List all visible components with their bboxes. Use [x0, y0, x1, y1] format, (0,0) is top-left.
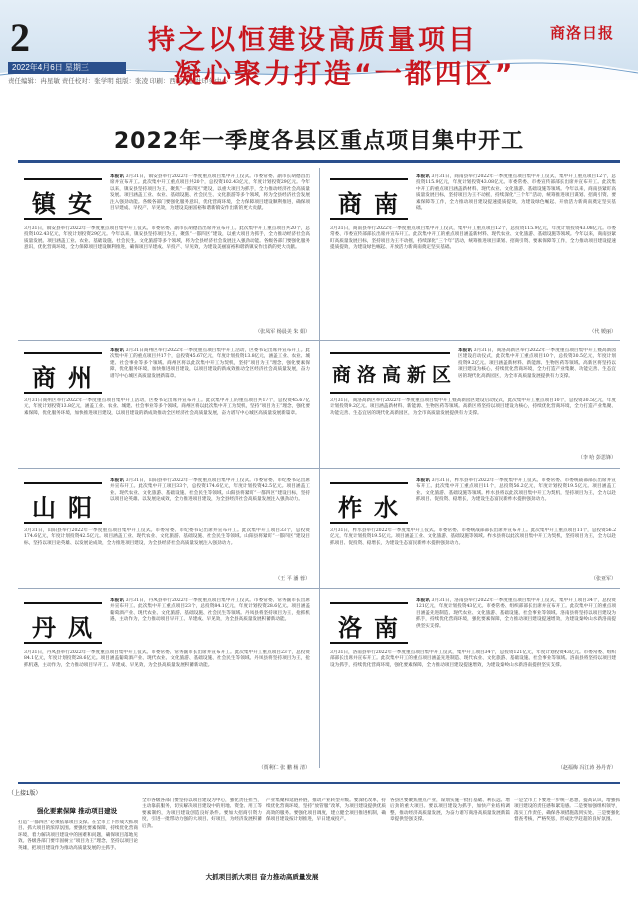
article-text-danfeng — [110, 598, 310, 640]
article-body-cont: 3月31日，山阳县举行2022年一季度重点项目集中开工仪式。市委常委、市纪委书记出席并宣布开工。此次集中开工项目33个，总投资174.6亿元，年度计划投资42.5亿元。项目涵盖工业、现代农业、文化旅游、基础设施、社会民生等领域。山阳县将紧盯“一都四区”建设目标，坚持以项目论英雄、以发展论成效，全力推进项目建设，为全县经济社会高质量发展注入强劲动力。 — [24, 528, 310, 546]
article-lead: 本报讯 — [110, 174, 125, 179]
continued-label: （上接1版） — [8, 791, 42, 797]
article-body: 3月31日，镇安县举行2022年一季度重点项目集中开工仪式。市委常委、副市长胡德昌出席并宣布开工。此次集中开工重点项目共20个，总投资102.43亿元，年度计划投资29亿元。今年以来，镇安县坚持项目为王，聚焦“一都四区”建设，以重大项目为抓手，全力推动经济社会高质量发展。项目涵盖工业、农业、基础设施、社会民生、文化旅游等多个领域，将为全县经济社会发展注入强劲动能。各级各部门要强化服务意识，优化营商环境，全力保障项目建设顺利推进，确保项目早建成、早投产、早见效，为建设美丽富裕和谐新镇安作出新的更大贡献。 — [110, 174, 310, 212]
title-rule-top — [330, 178, 408, 180]
article-body: 3月31日，商洛高新区举行2022年一季度重点项目集中开工暨高新园区建设启动仪式，此次集中开工重点项目10个，总投资30.5亿元，年度计划投资9.2亿元。项目涵盖新材料、新能源、生物医药等领域。高新区将坚持以项目建设为核心，持续优化营商环境，全力打造产业集聚、功能完善、生态宜居的现代化高新园区，为全市高质量发展提供有力支撑。 — [458, 348, 616, 379]
page-headline: 2022年一季度各县区重点项目集中开工 — [113, 129, 525, 154]
title-rule-bottom — [24, 218, 102, 220]
article-body-cont: 3月31日，商南县举行2022年一季度重点项目集中开工仪式，集中开工重点项目12个，总投资115.9亿元，年度计划投资43.08亿元。市委常委、市委宣传部部长出席并宣布开工。此次集中开工的重点项目涵盖新材料、现代农业、文化旅游、基础设施等领域。今年以来，商南县紧盯高质量发展目标，坚持项目为王不动摇，持续深化“三个年”活动，统筹推进项目谋划、招商引资、要素保障等工作，全力推动项目建设提速提质提效，为建设绿色崛起、开放活力新商南奠定坚实基础。 — [330, 226, 616, 251]
article-body: 3月31日，洛南县举行2022年一季度重点项目集中开工仪式，集中开工项目34个，总投资121亿元，年度计划投资43亿元。市委常委、组织部部长出席并宣布开工。此次集中开工的重点项目涵盖先进制造、现代农业、文化旅游、基础设施、社会事业等领域。洛南县将坚持以项目建设为抓手，持续优化营商环境，强化要素保障，全力推动项目建设提速增效，为建设秦岭山水新洛南提供坚实支撑。 — [416, 598, 616, 629]
title-rule-top — [24, 482, 102, 484]
article-lead: 本报讯 — [110, 598, 125, 603]
county-title-shangnan: 商南 — [338, 189, 410, 218]
title-rule-bottom — [24, 392, 102, 394]
article-body: 3月31日，丹凤县举行2022年一季度重点项目集中开工仪式。市委常委、常务副市长出席并宣布开工。此次集中开工重点项目23个，总投资84.1亿元，年度计划投资28.6亿元。项目涵盖葡萄酒产业、现代农业、文化旅游、基础设施、社会民生等领域。丹凤县将坚持项目为王，抢抓机遇，主动作为，全力推动项目早开工、早建成、早见效，为全县高质量发展积蓄新动能。 — [110, 598, 310, 623]
article-credit-gaoxinqu: （李 哈 彭思锋） — [577, 455, 616, 461]
county-title-zhashui: 柞水 — [338, 493, 410, 522]
county-block-luonan — [324, 592, 620, 776]
headline-rule — [18, 160, 620, 163]
article-text-zhenan-cont — [24, 226, 310, 326]
article-body: 3月31日，商南县举行2022年一季度重点项目集中开工仪式，集中开工重点项目12个，总投资115.9亿元，年度计划投资43.08亿元。市委常委、市委宣传部部长出席并宣布开工。此次集中开工的重点项目涵盖新材料、现代农业、文化旅游、基础设施等领域。今年以来，商南县紧盯高质量发展目标，坚持项目为王不动摇，持续深化“三个年”活动，统筹推进项目谋划、招商引资、要素保障等工作，全力推动项目建设提速提质提效，为建设绿色崛起、开放活力新商南奠定坚实基础。 — [416, 174, 616, 212]
page-number: 2 — [10, 15, 30, 60]
article-text-danfeng-cont — [24, 650, 310, 762]
article-text-gaoxinqu-cont — [330, 398, 616, 454]
county-block-zhenan — [18, 168, 314, 338]
article-body-cont: 3月31日，丹凤县举行2022年一季度重点项目集中开工仪式。市委常委、常务副市长出席并宣布开工。此次集中开工重点项目23个，总投资84.1亿元，年度计划投资28.6亿元。项目涵盖葡萄酒产业、现代农业、文化旅游、基础设施、社会民生等领域。丹凤县将坚持项目为王，抢抓机遇，主动作为，全力推动项目早开工、早建成、早见效，为全县高质量发展积蓄新动能。 — [24, 650, 310, 668]
article-lead: 本报讯 — [416, 174, 430, 179]
title-rule-top — [330, 352, 450, 354]
county-block-shanyang — [18, 472, 314, 584]
county-title-danfeng: 丹凤 — [32, 613, 104, 642]
county-title-gaoxinqu: 商洛高新区 — [332, 364, 458, 386]
article-body: 3月31日，柞水县举行2022年一季度集中开工仪式。市委常委、市委统战部部长出席并宣布开工。此次集中开工重点项目11个，总投资56.2亿元，年度计划投资19.5亿元。项目涵盖工业、文化旅游、基础设施等领域。柞水县将以此次项目集中开工为契机，坚持项目为王，全力以赴抓项目、促投资、稳增长，为建设生态富民新柞水提供强劲动力。 — [416, 478, 616, 503]
article-lead: 本报讯 — [416, 598, 430, 603]
article-text-shangzhou — [110, 348, 310, 390]
slogan-line-1: 持之以恒建设高质量项目 — [148, 25, 478, 56]
bottom-column-4: 各县区要聚焦重点产业，谋划实施一批打基础、利长远、增后劲的重大项目。要以项目建设为抓手，加快产业结构调整，推动经济高质量发展，为奋力谱写商洛高质量发展新篇章提供坚强支撑。 — [390, 798, 510, 823]
bottom-column-1: 打造“一都四区”必须依靠项目支撑。在全市上下形成大抓项目、抓大项目的浓厚氛围。要强化要素保障，持续优化营商环境，着力解决项目建设中的困难和问题，确保项目落地见效。各级各部门要牢固树立“项目为王”理念，坚持以项目论英雄，把项目建设作为推动高质量发展的主抓手。 — [18, 820, 138, 851]
article-credit-luonan: （赵福梅 冯江涛 孙丹青） — [557, 765, 616, 771]
article-text-shangnan-cont — [330, 226, 616, 326]
title-rule-bottom — [24, 522, 102, 524]
title-rule-bottom — [330, 218, 408, 220]
article-lead: 本报讯 — [458, 348, 473, 353]
masthead — [0, 0, 638, 102]
row-divider — [18, 340, 620, 341]
title-rule-bottom — [24, 642, 102, 644]
date-line: 2022年4月6日 星期三 — [8, 62, 126, 74]
bottom-column-3: 产业集聚和延链补链，推动产业转型升级。要深化改革，持续优化营商环境，坚持“放管服”改革，为项目建设提供优质高效的服务。要强化项目调度，建立健全项目推进机制，确保项目建设按计划推进，早日建成投产。 — [266, 798, 386, 823]
editor-line: 责任编辑：冉星敏 责任校对：张学明 组版：张凌 印刷：西安日报社印务中心 — [8, 78, 228, 85]
title-rule-top — [330, 482, 408, 484]
county-block-zhashui — [324, 472, 620, 584]
county-title-shangzhou: 商州 — [32, 363, 104, 392]
article-lead: 本报讯 — [416, 478, 431, 483]
article-credit-zhenan: （张凤军 杨晨美 朱 娟） — [255, 329, 310, 335]
title-rule-top — [24, 602, 102, 604]
bottom-column-5: 一是全市上下要进一步统一思想，提高认识，增强抓项目建设的责任感和紧迫感。二是要加强组织领导，落实工作责任，确保各项措施落到实处。三是要强化督查考核，严格奖惩，形成比学赶超的良好氛围。 — [514, 798, 620, 823]
article-text-zhashui — [416, 478, 616, 520]
article-text-shangzhou-cont — [24, 398, 310, 460]
county-title-luonan: 洛南 — [338, 613, 410, 642]
bottom-section-rule — [18, 782, 620, 784]
article-text-gaoxinqu — [458, 348, 616, 390]
county-block-shangnan — [324, 168, 620, 338]
article-credit-zhashui: （张亚军） — [590, 576, 616, 582]
article-body-cont: 3月31日，镇安县举行2022年一季度重点项目集中开工仪式。市委常委、副市长胡德昌出席并宣布开工。此次集中开工重点项目共20个，总投资102.43亿元，年度计划投资29亿元。今年以来，镇安县坚持项目为王，聚焦“一都四区”建设，以重大项目为抓手，全力推动经济社会高质量发展。项目涵盖工业、农业、基础设施、社会民生、文化旅游等多个领域，将为全县经济社会发展注入强劲动能。各级各部门要强化服务意识，优化营商环境，全力保障项目建设顺利推进，确保项目早建成、早投产、早见效，为建设美丽富裕和谐新镇安作出新的更大贡献。 — [24, 226, 310, 251]
title-rule-top — [330, 602, 408, 604]
title-rule-bottom — [330, 522, 408, 524]
article-credit-shanyang: （王 平 潘 蓉） — [275, 576, 310, 582]
title-rule-top — [24, 352, 102, 354]
article-body: 3月31日，山阳县举行2022年一季度重点项目集中开工仪式。市委常委、市纪委书记出席并宣布开工。此次集中开工项目33个，总投资174.6亿元，年度计划投资42.5亿元。项目涵盖工业、现代农业、文化旅游、基础设施、社会民生等领域。山阳县将紧盯“一都四区”建设目标，坚持以项目论英雄、以发展论成效，全力推进项目建设，为全县经济社会高质量发展注入强劲动力。 — [110, 478, 310, 503]
article-text-luonan-cont — [330, 650, 616, 762]
county-block-danfeng — [18, 592, 314, 776]
bottom-subhead-2: 大抓项目抓大项目 奋力推动高质量发展 — [205, 873, 319, 881]
bottom-column-2: 全市各级各部门要坚持以项目建设为中心，强化责任担当，主动靠前服务，切实解决项目建设中的用地、资金、用工等要素制约，为项目建设创造良好条件。要加大招商引资力度，引进一批带动力强的大项目、好项目，为经济发展积蓄后劲。 — [142, 798, 262, 829]
title-rule-top — [24, 178, 102, 180]
county-title-shanyang: 山阳 — [32, 493, 104, 522]
article-text-zhashui-cont — [330, 528, 616, 574]
bottom-subhead-1: 强化要素保障 推动项目建设 — [36, 807, 118, 815]
article-body-cont: 3月31日，柞水县举行2022年一季度集中开工仪式。市委常委、市委统战部部长出席并宣布开工。此次集中开工重点项目11个，总投资56.2亿元，年度计划投资19.5亿元。项目涵盖工业、文化旅游、基础设施等领域。柞水县将以此次项目集中开工为契机，坚持项目为王，全力以赴抓项目、促投资、稳增长，为建设生态富民新柞水提供强劲动力。 — [330, 528, 616, 546]
article-text-luonan — [416, 598, 616, 640]
article-credit-shangnan: （代 媛丽） — [589, 329, 616, 335]
county-title-zhenan: 镇安 — [32, 189, 104, 218]
article-text-shanyang — [110, 478, 310, 520]
article-body: 3月31日商州区举行2022年一季度重点项目集中开工活动，区委书记出席并宣布开工。此次集中开工的重点项目共17个，总投资45.67亿元，年度计划投资13.8亿元，涵盖工业、农业、城建、社会事业等多个领域。商州区将以此次集中开工为契机，坚持“项目为王”理念，强化要素保障，优化服务环境，加快推进项目建设，以项目建设的新成效推动全区经济社会高质量发展，奋力谱写中心城区高质量发展新篇章。 — [110, 348, 310, 379]
title-rule-bottom — [330, 642, 408, 644]
article-lead: 本报讯 — [110, 348, 125, 353]
slogan-line-2: 凝心聚力打造“一都四区” — [174, 59, 516, 90]
article-text-zhenan — [110, 174, 310, 216]
article-body-cont: 3月31日商州区举行2022年一季度重点项目集中开工活动，区委书记出席并宣布开工。此次集中开工的重点项目共17个，总投资45.67亿元，年度计划投资13.8亿元，涵盖工业、农业、城建、社会事业等多个领域。商州区将以此次集中开工为契机，坚持“项目为王”理念，强化要素保障，优化服务环境，加快推进项目建设，以项目建设的新成效推动全区经济社会高质量发展，奋力谱写中心城区高质量发展新篇章。 — [24, 398, 310, 416]
row-divider — [18, 468, 620, 469]
article-body-cont: 3月31日，商洛高新区举行2022年一季度重点项目集中开工暨高新园区建设启动仪式，此次集中开工重点项目10个，总投资30.5亿元，年度计划投资9.2亿元。项目涵盖新材料、新能源、生物医药等领域。高新区将坚持以项目建设为核心，持续优化营商环境，全力打造产业集聚、功能完善、生态宜居的现代化高新园区，为全市高质量发展提供有力支撑。 — [330, 398, 616, 416]
article-text-shangnan — [416, 174, 616, 216]
newspaper-logo: 商洛日报 — [550, 24, 615, 42]
title-rule-bottom — [330, 392, 450, 394]
article-text-shanyang-cont — [24, 528, 310, 574]
county-block-shangzhou — [18, 344, 314, 464]
county-block-gaoxinqu — [324, 344, 620, 464]
row-divider — [18, 588, 620, 589]
article-body-cont: 3月31日，洛南县举行2022年一季度重点项目集中开工仪式，集中开工项目34个，总投资121亿元，年度计划投资43亿元。市委常委、组织部部长出席并宣布开工。此次集中开工的重点项目涵盖先进制造、现代农业、文化旅游、基础设施、社会事业等领域。洛南县将坚持以项目建设为抓手，持续优化营商环境，强化要素保障，全力推动项目建设提速增效，为建设秦岭山水新洛南提供坚实支撑。 — [330, 650, 616, 668]
article-credit-danfeng: （贾利仁 张 鹏 杨 清） — [258, 765, 310, 771]
article-lead: 本报讯 — [110, 478, 125, 483]
